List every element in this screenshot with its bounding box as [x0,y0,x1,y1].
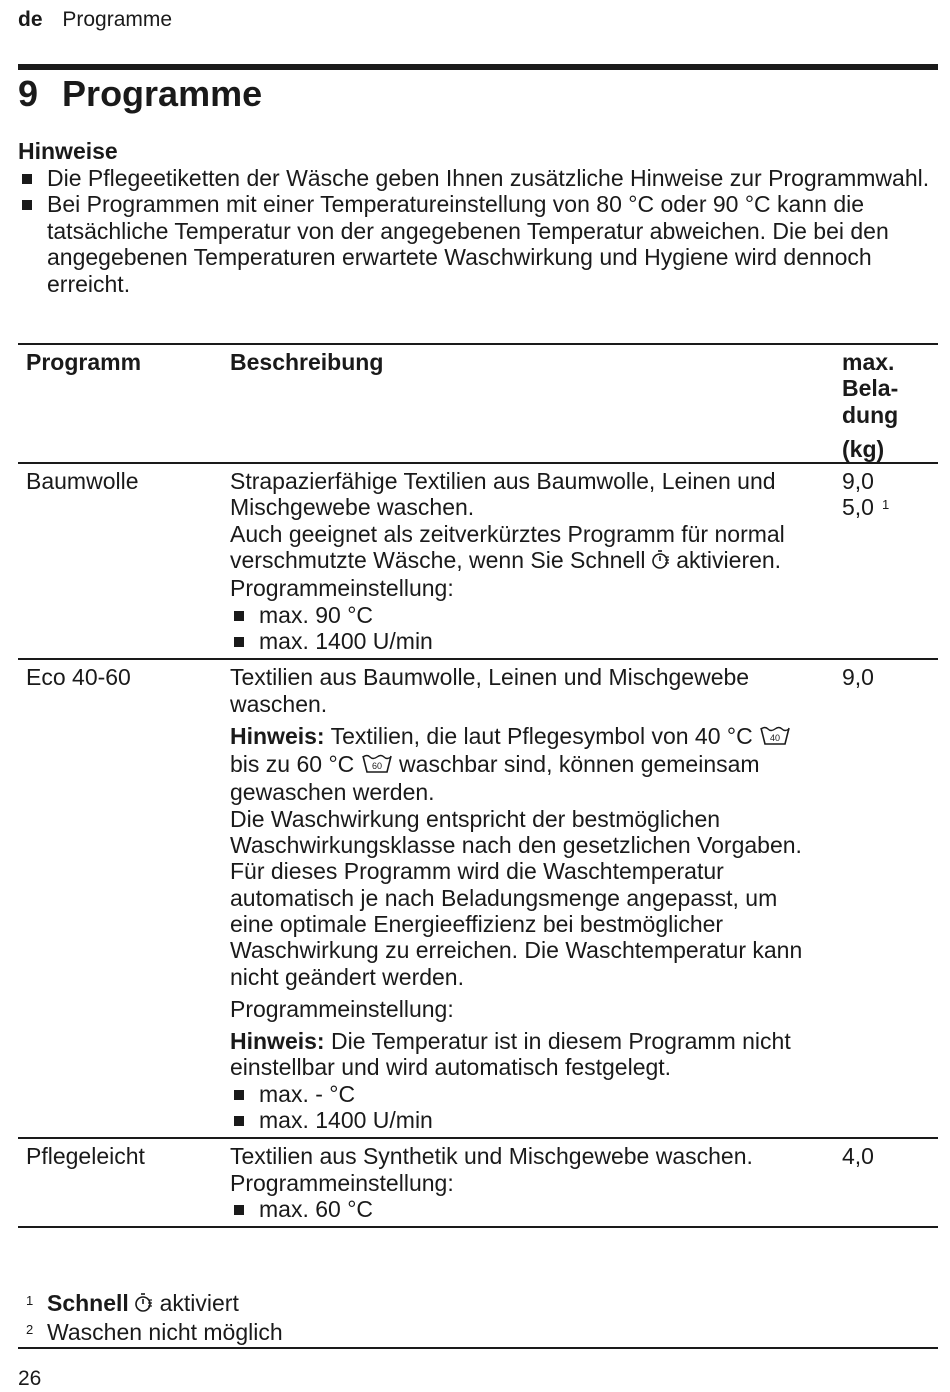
program-load [834,1138,938,1227]
program-name: Pflegeleicht [26,1143,145,1170]
footnote-mark: 2 [26,1321,34,1337]
settings-list [230,602,826,655]
hint-fragment: Textilien, die laut Pflegesymbol von 40 °C [330,722,753,749]
footnote-text: aktiviert [159,1290,239,1316]
setting-item: max. - °C [230,1081,826,1107]
setting-item: max. 1400 U/min [230,628,826,654]
hint-text [230,1028,826,1081]
description-text [230,521,826,576]
program-load [834,659,938,1138]
hint-fragment: waschbar sind, können gemeinsam gewaschen werden. [230,751,760,806]
footnote-ref: 1 [881,497,890,513]
load-value: 5,0 [842,494,874,521]
hint-label: Hinweis: [230,1028,325,1055]
stopwatch-icon [652,548,670,575]
program-table [18,343,938,1228]
page-number: 26 [18,1367,42,1390]
footnote-text: Waschen nicht möglich [47,1318,283,1345]
footer-rule [18,1347,938,1349]
hint-label: Hinweis: [230,722,325,749]
setting-item: max. 1400 U/min [230,1107,826,1133]
table-row [18,659,938,1138]
header-load [834,344,938,463]
note-item: Bei Programmen mit einer Temperatureinstellung von 80 °C oder 90 °C kann die tatsächliche Temperatur von der angegebenen Temperatur abweichen. Die bei den angegebenen Temperaturen erwartete Waschwirkung und Hygiene wird dennoch erreicht. [18,191,938,297]
load-value-alt [842,494,930,520]
chapter-heading: Programme [62,73,263,114]
setting-label: Programmeinstellung: [230,1169,454,1196]
wash-temp-label: 60 [371,761,382,772]
program-description [222,463,834,659]
header-section: Programme [62,8,173,31]
description-text: Strapazierfähige Textilien aus Baumwolle, Leinen und Mischgewebe waschen. [230,468,776,521]
setting-item: max. 90 °C [230,602,826,628]
header-load-unit: (kg) [842,435,885,462]
description-text: Die Waschwirkung entspricht der bestmöglichen Waschwirkungsklasse nach den gesetzlichen Vorgaben. [230,805,802,859]
table-row [18,1138,938,1227]
setting-item: max. 60 °C [230,1196,826,1222]
stopwatch-icon [135,1291,153,1319]
wash-tub-icon [759,724,791,751]
header-rule [18,64,938,70]
hint-text [230,723,826,806]
header-load-label: max. Beladung [842,349,899,428]
setting-label: Programmeinstellung: [230,995,454,1022]
footnotes [18,1290,938,1345]
description-text: Textilien aus Baumwolle, Leinen und Mischgewebe waschen. [230,664,750,717]
table-header-row [18,344,938,463]
description-fragment: aktivieren. [676,547,782,574]
chapter-number: 9 [18,73,39,114]
footnote [18,1290,938,1319]
program-load [834,463,938,659]
hint-fragment: bis zu 60 °C [230,751,355,778]
description-text: Textilien aus Synthetik und Mischgewebe waschen. [230,1143,753,1170]
notes-section [18,138,938,297]
chapter-title [18,73,262,115]
footnote-mark: 1 [26,1293,34,1308]
load-value: 4,0 [842,1143,874,1170]
header-program: Programm [26,349,142,375]
load-value: 9,0 [842,468,874,495]
running-header [18,8,172,32]
table-row [18,463,938,659]
setting-label: Programmeinstellung: [230,575,454,602]
program-description [222,659,834,1138]
notes-list [18,165,938,298]
header-description: Beschreibung [230,349,384,375]
settings-list [230,1081,826,1134]
footnote-bold: Schnell [47,1290,129,1316]
note-item: Die Pflegeetiketten der Wäsche geben Ihnen zusätzliche Hinweise zur Programmwahl. [18,165,938,192]
load-value: 9,0 [842,664,874,691]
wash-tub-icon [361,752,393,779]
program-name: Eco 40-60 [26,664,131,691]
description-text: Für dieses Programm wird die Waschtemperatur automatisch je nach Beladungsmenge angepasst, um eine optimale Energieeffizienz bei bestmöglicher Waschwirkung zu erreichen. Die Waschtemperatur kann nicht geändert werden. [230,858,803,990]
language-code: de [18,8,43,31]
notes-heading: Hinweise [18,138,118,164]
description-fragment: Auch geeignet als zeitverkürztes Programm für normal verschmutzte Wäsche, wenn Sie Schnell [230,520,785,574]
program-name: Baumwolle [26,468,139,495]
footnote [18,1319,938,1346]
wash-temp-label: 40 [770,732,781,743]
hint-fragment: Die Temperatur ist in diesem Programm nicht einstellbar und wird automatisch festgelegt. [230,1028,791,1081]
program-description [222,1138,834,1227]
settings-list [230,1196,826,1222]
